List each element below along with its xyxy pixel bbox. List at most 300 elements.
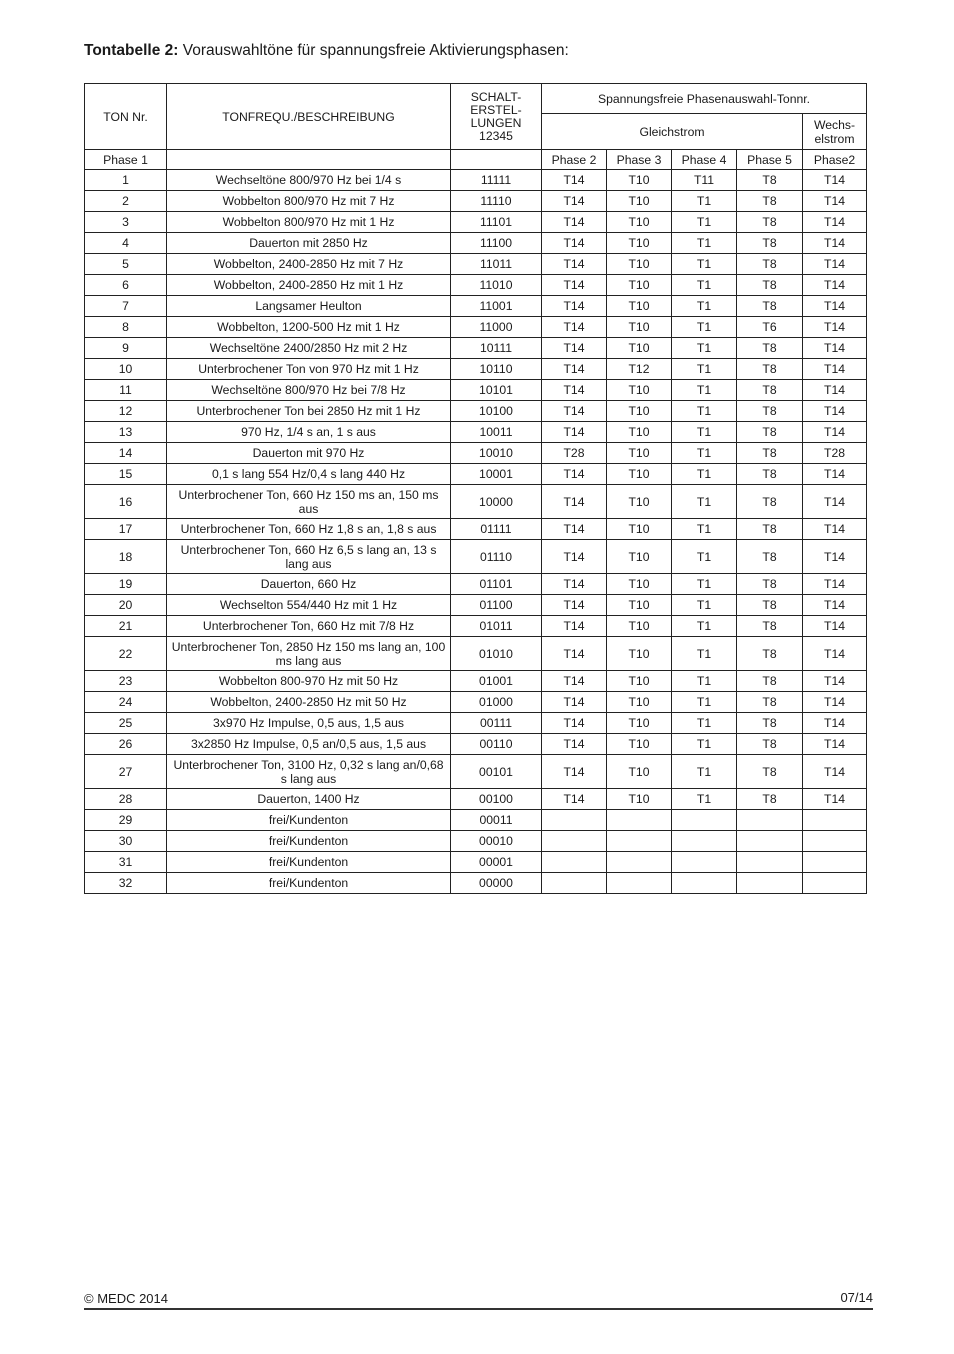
cell-phase2-ac: [803, 810, 867, 831]
cell-ton-nr: 28: [85, 789, 167, 810]
table-row: [85, 671, 867, 692]
table-row: [85, 540, 867, 574]
cell-schaltstellung: 01111: [451, 519, 542, 540]
header-phase4: Phase 4: [672, 150, 737, 170]
cell-phase5: T8: [737, 789, 803, 810]
cell-phase2-ac: T14: [803, 734, 867, 755]
cell-ton-nr: 3: [85, 212, 167, 233]
cell-phase3: T10: [607, 191, 672, 212]
header-schalt-line: 12345: [479, 128, 513, 143]
cell-phase2-ac: T14: [803, 359, 867, 380]
cell-ton-nr: 24: [85, 692, 167, 713]
table-row: [85, 191, 867, 212]
cell-phase2-ac: T14: [803, 671, 867, 692]
cell-phase2-ac: T14: [803, 616, 867, 637]
cell-schaltstellung: 10011: [451, 422, 542, 443]
cell-ton-nr: 29: [85, 810, 167, 831]
cell-phase4: T1: [672, 422, 737, 443]
cell-phase3: T10: [607, 574, 672, 595]
cell-schaltstellung: 00011: [451, 810, 542, 831]
table-row: [85, 810, 867, 831]
header-wechsel-line: Wechs-: [813, 117, 856, 132]
cell-phase5: [737, 873, 803, 894]
header-spannungsfrei: Spannungsfreie Phasenauswahl-Tonnr.: [542, 84, 867, 114]
cell-phase4: T1: [672, 540, 737, 574]
cell-phase2: [542, 873, 607, 894]
cell-beschreibung: Wechseltöne 800/970 Hz bei 1/4 s: [167, 170, 451, 191]
table-row: [85, 317, 867, 338]
cell-ton-nr: 20: [85, 595, 167, 616]
cell-phase4: T1: [672, 789, 737, 810]
table-row: [85, 359, 867, 380]
cell-phase2: T14: [542, 233, 607, 254]
cell-phase4: [672, 852, 737, 873]
cell-ton-nr: 12: [85, 401, 167, 422]
cell-phase4: T1: [672, 464, 737, 485]
cell-phase3: T10: [607, 485, 672, 519]
cell-phase4: [672, 810, 737, 831]
cell-beschreibung: Dauerton, 660 Hz: [167, 574, 451, 595]
table-row: [85, 616, 867, 637]
cell-schaltstellung: 11011: [451, 254, 542, 275]
cell-beschreibung: Unterbrochener Ton, 660 Hz mit 7/8 Hz: [167, 616, 451, 637]
tone-table-body: [85, 170, 867, 894]
cell-phase2: T14: [542, 464, 607, 485]
cell-phase3: [607, 873, 672, 894]
cell-phase3: T10: [607, 464, 672, 485]
cell-ton-nr: 19: [85, 574, 167, 595]
cell-phase5: T8: [737, 359, 803, 380]
page-title: [84, 42, 569, 60]
cell-schaltstellung: 01100: [451, 595, 542, 616]
cell-ton-nr: 14: [85, 443, 167, 464]
cell-phase2: T14: [542, 254, 607, 275]
cell-phase2: T14: [542, 519, 607, 540]
cell-phase5: T8: [737, 212, 803, 233]
cell-beschreibung: 0,1 s lang 554 Hz/0,4 s lang 440 Hz: [167, 464, 451, 485]
cell-phase5: T8: [737, 380, 803, 401]
cell-schaltstellung: 11000: [451, 317, 542, 338]
cell-phase3: T10: [607, 519, 672, 540]
cell-phase2-ac: T14: [803, 233, 867, 254]
cell-phase3: T12: [607, 359, 672, 380]
cell-phase5: T8: [737, 485, 803, 519]
cell-phase5: T8: [737, 233, 803, 254]
cell-schaltstellung: 00101: [451, 755, 542, 789]
cell-phase2: T14: [542, 296, 607, 317]
cell-phase5: T8: [737, 338, 803, 359]
cell-phase2: T14: [542, 170, 607, 191]
cell-phase4: T1: [672, 296, 737, 317]
cell-phase4: T1: [672, 671, 737, 692]
cell-phase2-ac: T14: [803, 380, 867, 401]
footer-date: 07/14: [840, 1290, 873, 1305]
cell-schaltstellung: 00111: [451, 713, 542, 734]
cell-phase2-ac: T14: [803, 401, 867, 422]
cell-phase4: T1: [672, 692, 737, 713]
footer-divider: [84, 1308, 873, 1310]
cell-phase2: T14: [542, 422, 607, 443]
cell-phase4: T1: [672, 713, 737, 734]
table-row: [85, 789, 867, 810]
cell-phase5: T8: [737, 464, 803, 485]
cell-phase2-ac: T14: [803, 519, 867, 540]
cell-phase2: T14: [542, 540, 607, 574]
cell-phase2: T14: [542, 755, 607, 789]
cell-phase5: T8: [737, 296, 803, 317]
cell-beschreibung: Unterbrochener Ton, 660 Hz 1,8 s an, 1,8 s aus: [167, 519, 451, 540]
cell-ton-nr: 5: [85, 254, 167, 275]
header-schalt-line: LUNGEN: [470, 115, 522, 130]
header-phase2: Phase 2: [542, 150, 607, 170]
cell-schaltstellung: 01000: [451, 692, 542, 713]
table-row: [85, 692, 867, 713]
cell-phase4: T1: [672, 734, 737, 755]
cell-phase4: T1: [672, 616, 737, 637]
cell-phase4: T1: [672, 755, 737, 789]
cell-schaltstellung: 00010: [451, 831, 542, 852]
cell-schaltstellung: 01101: [451, 574, 542, 595]
cell-phase5: T8: [737, 170, 803, 191]
cell-schaltstellung: 10101: [451, 380, 542, 401]
cell-phase3: T10: [607, 734, 672, 755]
cell-phase2-ac: T14: [803, 296, 867, 317]
cell-schaltstellung: 00000: [451, 873, 542, 894]
cell-ton-nr: 23: [85, 671, 167, 692]
table-row: [85, 254, 867, 275]
table-row: [85, 296, 867, 317]
cell-phase3: T10: [607, 233, 672, 254]
cell-ton-nr: 27: [85, 755, 167, 789]
cell-ton-nr: 32: [85, 873, 167, 894]
cell-phase2-ac: T14: [803, 637, 867, 671]
cell-beschreibung: Wobbelton 800-970 Hz mit 50 Hz: [167, 671, 451, 692]
header-schalt-line: SCHALT-: [470, 89, 522, 104]
table-row: [85, 574, 867, 595]
cell-phase4: T1: [672, 359, 737, 380]
cell-phase3: T10: [607, 317, 672, 338]
cell-ton-nr: 4: [85, 233, 167, 254]
cell-phase5: T8: [737, 734, 803, 755]
header-empty: [167, 150, 451, 170]
cell-phase2-ac: T14: [803, 212, 867, 233]
tone-table: [84, 83, 867, 894]
cell-phase4: T1: [672, 595, 737, 616]
cell-schaltstellung: 11001: [451, 296, 542, 317]
cell-phase3: T10: [607, 637, 672, 671]
cell-beschreibung: 3x970 Hz Impulse, 0,5 aus, 1,5 aus: [167, 713, 451, 734]
cell-ton-nr: 16: [85, 485, 167, 519]
cell-schaltstellung: 10010: [451, 443, 542, 464]
cell-ton-nr: 18: [85, 540, 167, 574]
cell-beschreibung: 970 Hz, 1/4 s an, 1 s aus: [167, 422, 451, 443]
cell-phase4: T1: [672, 233, 737, 254]
cell-beschreibung: Dauerton mit 970 Hz: [167, 443, 451, 464]
cell-phase3: T10: [607, 789, 672, 810]
cell-phase5: T8: [737, 519, 803, 540]
cell-phase5: T8: [737, 595, 803, 616]
cell-phase2-ac: T14: [803, 170, 867, 191]
cell-phase4: T1: [672, 401, 737, 422]
cell-phase2-ac: T14: [803, 485, 867, 519]
header-phase3: Phase 3: [607, 150, 672, 170]
cell-ton-nr: 17: [85, 519, 167, 540]
cell-schaltstellung: 10001: [451, 464, 542, 485]
cell-beschreibung: Wobbelton 800/970 Hz mit 1 Hz: [167, 212, 451, 233]
cell-beschreibung: Wobbelton, 1200-500 Hz mit 1 Hz: [167, 317, 451, 338]
cell-phase2: T14: [542, 338, 607, 359]
table-row: [85, 734, 867, 755]
cell-beschreibung: Unterbrochener Ton bei 2850 Hz mit 1 Hz: [167, 401, 451, 422]
cell-phase3: T10: [607, 443, 672, 464]
cell-phase5: [737, 852, 803, 873]
cell-beschreibung: Langsamer Heulton: [167, 296, 451, 317]
table-row: [85, 831, 867, 852]
cell-phase4: [672, 831, 737, 852]
cell-phase3: T10: [607, 338, 672, 359]
cell-beschreibung: Unterbrochener Ton, 660 Hz 150 ms an, 150 ms aus: [167, 485, 451, 519]
cell-ton-nr: 2: [85, 191, 167, 212]
table-row: [85, 275, 867, 296]
cell-phase2-ac: [803, 852, 867, 873]
cell-phase3: T10: [607, 422, 672, 443]
table-row: [85, 401, 867, 422]
cell-phase3: [607, 810, 672, 831]
cell-phase2-ac: T14: [803, 713, 867, 734]
header-phase1: Phase 1: [85, 150, 167, 170]
cell-phase4: T1: [672, 212, 737, 233]
cell-beschreibung: Dauerton, 1400 Hz: [167, 789, 451, 810]
cell-ton-nr: 1: [85, 170, 167, 191]
table-row: [85, 637, 867, 671]
cell-ton-nr: 21: [85, 616, 167, 637]
cell-schaltstellung: 01010: [451, 637, 542, 671]
cell-beschreibung: Unterbrochener Ton, 660 Hz 6,5 s lang an, 13 s lang aus: [167, 540, 451, 574]
cell-phase2: T14: [542, 637, 607, 671]
title-text: Vorauswahltöne für spannungsfreie Aktivierungsphasen:: [178, 42, 569, 59]
cell-ton-nr: 25: [85, 713, 167, 734]
cell-phase2-ac: T14: [803, 692, 867, 713]
cell-phase3: T10: [607, 540, 672, 574]
cell-phase2-ac: T14: [803, 789, 867, 810]
cell-ton-nr: 6: [85, 275, 167, 296]
cell-phase3: T10: [607, 713, 672, 734]
cell-ton-nr: 26: [85, 734, 167, 755]
table-row: [85, 170, 867, 191]
cell-ton-nr: 31: [85, 852, 167, 873]
cell-schaltstellung: 01110: [451, 540, 542, 574]
cell-schaltstellung: 00100: [451, 789, 542, 810]
cell-schaltstellung: 11111: [451, 170, 542, 191]
cell-schaltstellung: 10000: [451, 485, 542, 519]
cell-phase2-ac: T14: [803, 540, 867, 574]
cell-phase3: T10: [607, 380, 672, 401]
cell-beschreibung: Dauerton mit 2850 Hz: [167, 233, 451, 254]
cell-beschreibung: frei/Kundenton: [167, 873, 451, 894]
cell-phase3: T10: [607, 671, 672, 692]
cell-phase5: T8: [737, 540, 803, 574]
table-row: [85, 422, 867, 443]
cell-schaltstellung: 00001: [451, 852, 542, 873]
cell-phase2-ac: T28: [803, 443, 867, 464]
header-ton-nr: TON Nr.: [85, 84, 167, 150]
cell-schaltstellung: 10111: [451, 338, 542, 359]
header-empty: [451, 150, 542, 170]
cell-phase4: T1: [672, 338, 737, 359]
cell-schaltstellung: 11110: [451, 191, 542, 212]
table-row: [85, 519, 867, 540]
cell-schaltstellung: 11010: [451, 275, 542, 296]
cell-phase5: T8: [737, 443, 803, 464]
cell-phase5: [737, 810, 803, 831]
cell-phase2: T14: [542, 616, 607, 637]
cell-phase2-ac: T14: [803, 422, 867, 443]
cell-phase3: T10: [607, 692, 672, 713]
cell-phase2-ac: T14: [803, 755, 867, 789]
cell-ton-nr: 30: [85, 831, 167, 852]
cell-beschreibung: Unterbrochener Ton, 2850 Hz 150 ms lang an, 100 ms lang aus: [167, 637, 451, 671]
cell-phase2: T14: [542, 671, 607, 692]
cell-schaltstellung: 00110: [451, 734, 542, 755]
header-beschreibung: TONFREQU./BESCHREIBUNG: [167, 84, 451, 150]
cell-phase2: [542, 852, 607, 873]
cell-phase2-ac: T14: [803, 317, 867, 338]
cell-phase2: T14: [542, 212, 607, 233]
table-row: [85, 485, 867, 519]
cell-phase5: T8: [737, 401, 803, 422]
cell-phase4: T11: [672, 170, 737, 191]
cell-phase2: T14: [542, 380, 607, 401]
cell-phase4: T1: [672, 254, 737, 275]
cell-phase2: [542, 831, 607, 852]
header-gleichstrom: Gleichstrom: [542, 114, 803, 150]
cell-phase5: T8: [737, 574, 803, 595]
cell-phase2: T14: [542, 275, 607, 296]
cell-phase2: T14: [542, 595, 607, 616]
cell-phase3: T10: [607, 275, 672, 296]
cell-schaltstellung: 11100: [451, 233, 542, 254]
cell-phase2: T14: [542, 191, 607, 212]
cell-schaltstellung: 01001: [451, 671, 542, 692]
cell-beschreibung: 3x2850 Hz Impulse, 0,5 an/0,5 aus, 1,5 aus: [167, 734, 451, 755]
cell-phase4: T1: [672, 485, 737, 519]
cell-phase3: T10: [607, 296, 672, 317]
cell-phase4: T1: [672, 317, 737, 338]
cell-phase4: T1: [672, 191, 737, 212]
table-row: [85, 380, 867, 401]
cell-phase3: T10: [607, 616, 672, 637]
cell-ton-nr: 8: [85, 317, 167, 338]
table-row: [85, 873, 867, 894]
cell-phase2: T14: [542, 359, 607, 380]
cell-phase2-ac: T14: [803, 191, 867, 212]
cell-phase4: T1: [672, 519, 737, 540]
cell-phase2-ac: T14: [803, 464, 867, 485]
cell-phase3: [607, 852, 672, 873]
cell-schaltstellung: 01011: [451, 616, 542, 637]
cell-phase4: T1: [672, 275, 737, 296]
cell-phase3: T10: [607, 595, 672, 616]
cell-phase2-ac: T14: [803, 574, 867, 595]
header-wechselstrom: [803, 114, 867, 150]
cell-phase2-ac: T14: [803, 275, 867, 296]
cell-phase3: T10: [607, 401, 672, 422]
cell-ton-nr: 7: [85, 296, 167, 317]
cell-ton-nr: 22: [85, 637, 167, 671]
cell-beschreibung: Wobbelton, 2400-2850 Hz mit 1 Hz: [167, 275, 451, 296]
cell-phase2: T28: [542, 443, 607, 464]
cell-phase4: [672, 873, 737, 894]
cell-phase5: T8: [737, 275, 803, 296]
cell-ton-nr: 10: [85, 359, 167, 380]
cell-phase2: T14: [542, 692, 607, 713]
cell-phase2: T14: [542, 485, 607, 519]
cell-phase5: T8: [737, 422, 803, 443]
cell-phase3: [607, 831, 672, 852]
table-row: [85, 212, 867, 233]
cell-phase2-ac: T14: [803, 595, 867, 616]
table-row: [85, 852, 867, 873]
cell-phase2: [542, 810, 607, 831]
cell-phase2: T14: [542, 317, 607, 338]
cell-phase3: T10: [607, 254, 672, 275]
cell-beschreibung: frei/Kundenton: [167, 810, 451, 831]
cell-phase2-ac: [803, 873, 867, 894]
cell-phase2-ac: T14: [803, 254, 867, 275]
cell-ton-nr: 15: [85, 464, 167, 485]
table-row: [85, 595, 867, 616]
table-row: [85, 755, 867, 789]
cell-ton-nr: 13: [85, 422, 167, 443]
cell-phase5: T8: [737, 191, 803, 212]
cell-phase5: T8: [737, 254, 803, 275]
table-row: [85, 443, 867, 464]
cell-beschreibung: frei/Kundenton: [167, 831, 451, 852]
table-row: [85, 338, 867, 359]
cell-phase2: T14: [542, 734, 607, 755]
cell-phase5: T8: [737, 692, 803, 713]
cell-phase2: T14: [542, 401, 607, 422]
cell-phase3: T10: [607, 170, 672, 191]
cell-schaltstellung: 11101: [451, 212, 542, 233]
header-schaltstellungen: [451, 84, 542, 150]
cell-phase4: T1: [672, 574, 737, 595]
cell-ton-nr: 9: [85, 338, 167, 359]
cell-phase2-ac: [803, 831, 867, 852]
title-label: Tontabelle 2:: [84, 42, 179, 59]
header-wechsel-line: elstrom: [814, 131, 855, 146]
cell-phase5: T8: [737, 616, 803, 637]
cell-phase3: T10: [607, 212, 672, 233]
cell-beschreibung: Wechseltöne 2400/2850 Hz mit 2 Hz: [167, 338, 451, 359]
cell-phase5: T8: [737, 755, 803, 789]
table-row: [85, 233, 867, 254]
cell-beschreibung: Wobbelton, 2400-2850 Hz mit 50 Hz: [167, 692, 451, 713]
cell-phase4: T1: [672, 443, 737, 464]
cell-phase5: [737, 831, 803, 852]
table-row: [85, 464, 867, 485]
cell-beschreibung: Wechselton 554/440 Hz mit 1 Hz: [167, 595, 451, 616]
footer-copyright: © MEDC 2014: [84, 1291, 168, 1306]
cell-phase5: T6: [737, 317, 803, 338]
cell-beschreibung: Wobbelton 800/970 Hz mit 7 Hz: [167, 191, 451, 212]
cell-schaltstellung: 10100: [451, 401, 542, 422]
header-phase5: Phase 5: [737, 150, 803, 170]
cell-schaltstellung: 10110: [451, 359, 542, 380]
cell-phase2-ac: T14: [803, 338, 867, 359]
cell-phase2: T14: [542, 574, 607, 595]
cell-phase4: T1: [672, 637, 737, 671]
